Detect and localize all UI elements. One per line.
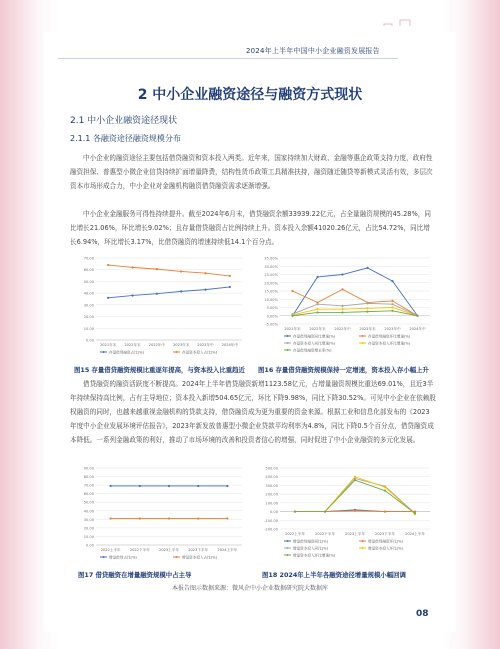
y-tick-label: 80.00	[83, 475, 94, 480]
x-tick-label: 2023年末	[359, 327, 376, 331]
legend-marker	[287, 342, 289, 344]
y-tick-label: -5.00%	[265, 322, 278, 327]
y-tick-label: 20.00	[83, 315, 94, 320]
y-tick-label: 40.00	[83, 291, 94, 296]
x-tick-label: 2023下半年	[188, 548, 209, 552]
running-header: 2024年上半年中国中小企业融资发展报告	[246, 47, 380, 55]
chart-fig16	[254, 252, 436, 362]
data-point	[354, 476, 356, 478]
y-tick-label: 10.00%	[264, 297, 278, 302]
data-point	[291, 315, 293, 317]
data-point	[384, 490, 386, 492]
data-point	[204, 272, 206, 274]
data-point	[180, 290, 182, 292]
legend-marker	[176, 351, 178, 353]
series-line	[295, 478, 415, 513]
series-line	[293, 311, 418, 316]
data-point	[110, 485, 112, 487]
legend-marker	[287, 335, 289, 337]
y-tick-label: 25.00%	[264, 273, 278, 277]
y-tick-label: 30.00	[83, 517, 94, 522]
y-tick-label: 500.00	[265, 466, 278, 471]
y-tick-label: 400.00	[265, 475, 278, 480]
x-tick-label: 2022年中	[334, 327, 351, 331]
legend-label: 存量借贷融资增长率(%)	[293, 348, 332, 353]
data-point	[366, 267, 368, 269]
caption-fig17: 图17 借贷融资在增量融资规模中占主导	[78, 571, 192, 579]
series-line	[108, 265, 230, 276]
data-point	[131, 266, 133, 268]
legend-label: 存量资本投入环比增速(%)	[368, 341, 411, 346]
x-tick-label: 2022上半年	[100, 548, 121, 552]
x-tick-label: 2022年中	[148, 343, 166, 347]
data-point	[139, 517, 141, 519]
y-tick-label: 5.00%	[266, 306, 278, 310]
chart-fig17	[70, 462, 248, 567]
y-tick-label: 0.00	[85, 338, 94, 343]
data-point	[341, 305, 343, 307]
data-point	[391, 306, 393, 308]
y-tick-label: 50.00	[83, 279, 94, 284]
data-point	[341, 273, 343, 275]
data-point	[204, 289, 206, 291]
legend-label: 存量资本投入同比增速(%)	[293, 341, 336, 346]
y-tick-label: 100.00	[265, 501, 278, 506]
data-point	[110, 517, 112, 519]
x-tick-label: 2022下半年	[129, 548, 150, 552]
legend-label: 存量借贷融资同比增速(%)	[293, 334, 336, 339]
data-point	[366, 302, 368, 304]
caption-fig16: 图16 存量借贷融资规模保持一定增速，资本投入存小幅上升	[258, 366, 429, 374]
y-tick-label: 30.00%	[264, 264, 278, 269]
x-tick-label: 2022年末	[309, 327, 326, 331]
x-tick-label: 2022下半年	[315, 532, 335, 536]
legend-marker	[287, 547, 289, 549]
data-point	[366, 307, 368, 309]
data-source-note: 本报告图示数据来源：微风企中小企业数据研究院大数据库	[171, 585, 328, 592]
data-point	[391, 280, 393, 282]
data-point	[324, 510, 326, 512]
data-point	[341, 308, 343, 310]
y-tick-label: 0.00%	[266, 314, 278, 319]
data-point	[341, 288, 343, 290]
chapter-title: 2 中小企业融资途径与融资方式现状	[137, 87, 363, 103]
legend-marker	[362, 540, 364, 542]
page-number: 08	[416, 609, 429, 619]
y-tick-label: 200.00	[265, 492, 278, 497]
y-tick-label: 90.00	[83, 466, 94, 471]
legend-marker	[362, 342, 364, 344]
x-tick-label: 2023年中	[384, 327, 401, 331]
data-point	[354, 510, 356, 512]
paragraph-1: 中小企业的融资途径主要包括借贷融资和资本投入两类。近年来，国家持续加大财政、金融等惠企政策支持力度，政府性融资担保、普惠型小微企业信贷持续扩面增量降费，结构性货币政策工具精准扶持，融资随迁随贷等新模式灵活有效，多层次资本市场形成合力，中小企业对金融机构融资借贷融资需求逐渐增强。	[70, 154, 433, 190]
x-tick-label: 2023上半年	[159, 548, 179, 552]
y-tick-label: 60.00	[83, 268, 94, 273]
data-point	[384, 486, 386, 488]
caption-fig18: 图18 2024年上半年各融资途径增量规模小幅回调	[262, 571, 406, 579]
caption-fig15: 图15 存量借贷融资规模比重逐年提高，与资本投入比重趋近	[74, 366, 245, 374]
x-tick-label: 2022上半年	[285, 532, 305, 536]
y-tick-label: 20.00%	[264, 281, 278, 286]
y-tick-label: 60.00	[83, 492, 94, 497]
y-tick-label: 10.00	[83, 326, 94, 331]
data-point	[229, 275, 231, 277]
y-tick-label: 40.00	[83, 509, 94, 514]
y-tick-label: 50.00	[83, 500, 94, 505]
y-tick-label: -100.00	[264, 518, 278, 523]
data-point	[354, 479, 356, 481]
legend-label: 存量资本投入占比(%)	[182, 350, 217, 355]
chart-fig18	[254, 462, 436, 567]
paragraph-3: 借贷融资的融资活跃度不断提高。2024年上半年借贷融资新增1123.58亿元，占增量融资规模比重达69.01%，且近3半年持续保持高比例，占有主导地位；资本投入新增504.65亿元，环比下降9.98%，同比下降30.52%。可见中小企业在依赖股权融资的同时，也越来越重视金融机构的贷款支持，借贷融资成为更为重要的资金来源。根据工业和信息化部发布的《2023年度中小企业发展环境评估报告》，2023年新发放普惠型小微企业贷款平均利率为4.8%，同比下降0.5个百分点，借贷融资成本降低。一系列金融政策的利好，推动了市场环境的改善和投资者信心的增强，同时促进了中小企业融资的多元化发展。	[70, 380, 436, 444]
legend-marker	[176, 556, 178, 558]
data-point	[168, 485, 170, 487]
data-point	[416, 315, 418, 317]
data-point	[391, 303, 393, 305]
legend-label: 增量借贷融资同比(%)	[293, 539, 328, 544]
data-point	[316, 303, 318, 305]
paragraph-2: 中小企业金融服务可得性持续提升。截至2024年6月末，借贷融资余额33939.22亿元，占全量融资规模的45.28%，同比增长21.06%，环比增长9.02%；且存量借贷融资占比例持续上升。资本投入余额41020.26亿元，占比54.72%，同比增长6.94%，环比增长3.17%，比借贷融资的增速持续低14.1个百分点。	[70, 210, 431, 246]
y-tick-label: 20.00	[83, 526, 94, 531]
data-point	[197, 517, 199, 519]
data-point	[291, 290, 293, 292]
data-point	[131, 294, 133, 296]
data-point	[341, 311, 343, 313]
skyline-decoration	[0, 0, 500, 26]
x-tick-label: 2023上半年	[345, 532, 365, 536]
legend-marker	[287, 554, 289, 556]
data-point	[156, 268, 158, 270]
data-point	[229, 286, 231, 288]
data-point	[139, 485, 141, 487]
x-tick-label: 2024上半年	[405, 532, 425, 536]
data-point	[414, 512, 416, 514]
legend-label: 增量资本投入占比(%)	[182, 555, 217, 560]
x-tick-label: 2023下半年	[375, 532, 395, 536]
x-tick-label: 2024上半年	[217, 548, 238, 552]
legend-label: 存量借贷融资环比增速(%)	[368, 334, 411, 339]
x-tick-label: 2021年末	[99, 343, 117, 347]
data-point	[197, 485, 199, 487]
data-point	[384, 510, 386, 512]
x-tick-label: 2023年中	[197, 343, 214, 347]
legend-marker	[103, 351, 105, 353]
data-point	[168, 517, 170, 519]
y-tick-label: -200.00	[264, 527, 278, 532]
subsection-title: 2.1.1 各融资途径融资规模分布	[70, 134, 181, 143]
data-point	[316, 311, 318, 313]
legend-marker	[103, 556, 105, 558]
legend-label: 增量资本投入环比(%)	[368, 546, 403, 551]
y-tick-label: 10.00	[83, 534, 94, 539]
y-tick-label: 0.00	[269, 510, 278, 515]
data-point	[294, 510, 296, 512]
x-tick-label: 2022年末	[124, 343, 141, 347]
data-point	[107, 264, 109, 266]
legend-label: 增量资本投入环比增速(%)	[293, 553, 336, 558]
data-point	[316, 276, 318, 278]
y-tick-label: 15.00%	[264, 289, 278, 294]
data-point	[391, 310, 393, 312]
header-divider	[58, 58, 398, 59]
section-title: 2.1 中小企业融资途径现状	[70, 116, 178, 126]
y-tick-label: 30.00	[83, 303, 94, 308]
y-tick-label: 35.00%	[264, 256, 278, 261]
series-line	[108, 287, 230, 298]
data-point	[226, 517, 228, 519]
legend-label: 增量借贷融资环比(%)	[368, 539, 403, 544]
x-tick-label: 2024年中	[409, 327, 426, 331]
x-tick-label: 2023年末	[172, 343, 190, 347]
series-line	[295, 477, 415, 514]
legend-marker	[362, 547, 364, 549]
data-point	[180, 270, 182, 272]
data-point	[391, 300, 393, 302]
legend-label: 增量借贷占比(%)	[109, 555, 137, 560]
y-tick-label: 300.00	[265, 483, 278, 488]
chart-fig15	[70, 252, 248, 362]
legend-marker	[287, 349, 289, 351]
data-point	[156, 293, 158, 295]
legend-label: 增量资本投入同比(%)	[293, 546, 328, 551]
legend-label: 存量借贷融资占比(%)	[109, 350, 144, 355]
x-tick-label: 2021年末	[284, 327, 301, 331]
data-point	[107, 297, 109, 299]
data-point	[316, 308, 318, 310]
y-tick-label: 0.00	[85, 543, 94, 548]
y-tick-label: 70.00	[83, 256, 94, 261]
x-tick-label: 2024年中	[221, 343, 239, 347]
legend-marker	[362, 335, 364, 337]
legend-marker	[287, 540, 289, 542]
data-point	[366, 311, 368, 313]
y-tick-label: 70.00	[83, 483, 94, 488]
data-point	[226, 485, 228, 487]
